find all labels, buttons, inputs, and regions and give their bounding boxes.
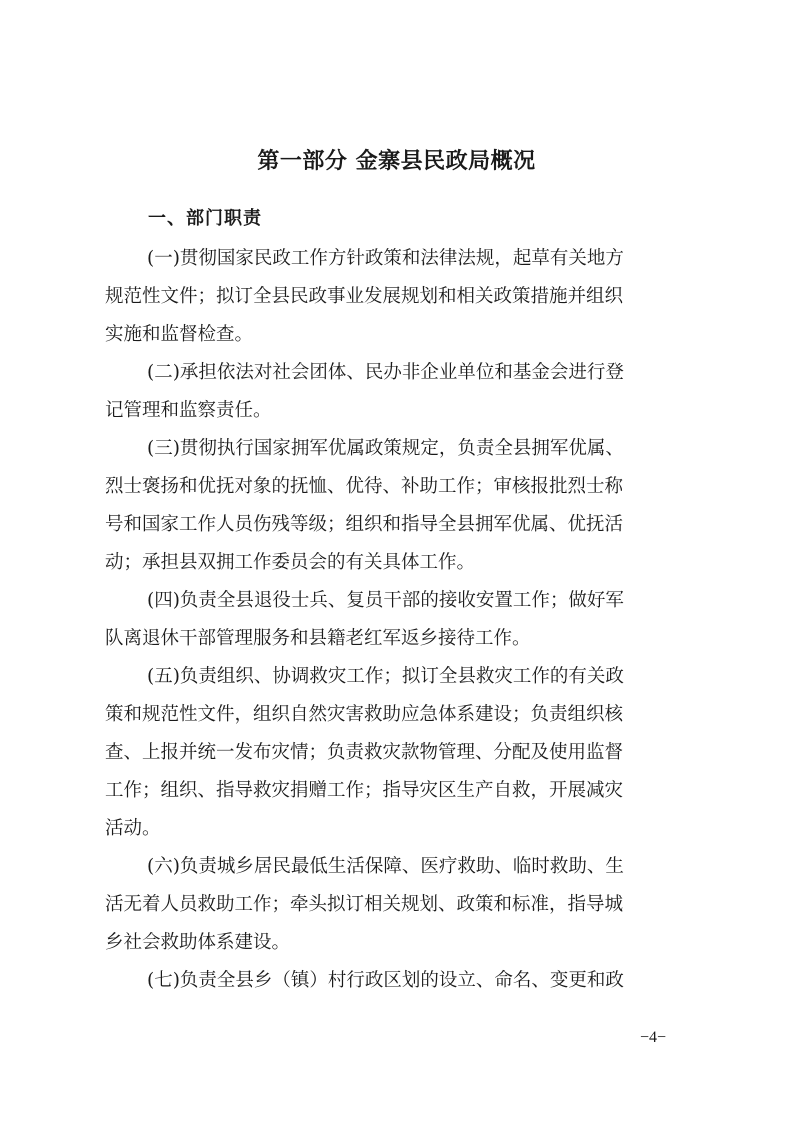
page-number: −4−: [640, 1029, 667, 1046]
section-heading: 一、部门职责: [148, 208, 262, 229]
paragraph-line: 记管理和监察责任。: [105, 400, 272, 421]
paragraph-3: [105, 430, 691, 582]
paragraph-line: (一)贯彻国家民政工作方针政策和法律法规，起草有关地方: [147, 248, 624, 269]
paragraph-line: (五)负责组织、协调救灾工作；拟订全县救灾工作的有关政: [147, 666, 624, 687]
paragraph-line: 烈士褒扬和优抚对象的抚恤、优待、补助工作；审核报批烈士称: [105, 476, 624, 497]
paragraph-5: [105, 658, 691, 848]
paragraph-line: 活无着人员救助工作；牵头拟订相关规划、政策和标准，指导城: [105, 894, 624, 915]
paragraph-line: (六)负责城乡居民最低生活保障、医疗救助、临时救助、生: [147, 856, 624, 877]
paragraph-line: 活动。: [105, 818, 161, 839]
paragraph-6: [105, 848, 691, 962]
paragraph-line: 动；承担县双拥工作委员会的有关具体工作。: [105, 552, 476, 573]
paragraph-line: 乡社会救助体系建设。: [105, 932, 291, 953]
paragraph-line: 查、上报并统一发布灾情；负责救灾款物管理、分配及使用监督: [105, 742, 624, 763]
paragraph-4: [105, 582, 691, 658]
paragraph-7: [105, 962, 691, 1000]
paragraph-2: [105, 354, 691, 430]
paragraph-line: (二)承担依法对社会团体、民办非企业单位和基金会进行登: [147, 362, 624, 383]
document-title: 第一部分 金寨县民政局概况: [257, 148, 536, 174]
paragraph-line: 队离退休干部管理服务和县籍老红军返乡接待工作。: [105, 628, 531, 649]
paragraph-line: 策和规范性文件，组织自然灾害救助应急体系建设；负责组织核: [105, 704, 624, 725]
paragraph-line: 工作；组织、指导救灾捐赠工作；指导灾区生产自救，开展减灾: [105, 780, 624, 801]
paragraph-line: (三)贯彻执行国家拥军优属政策规定，负责全县拥军优属、: [147, 438, 624, 459]
paragraph-line: (四)负责全县退役士兵、复员干部的接收安置工作；做好军: [147, 590, 624, 611]
paragraph-line: 号和国家工作人员伤残等级；组织和指导全县拥军优属、优抚活: [105, 514, 624, 535]
paragraph-line: 规范性文件；拟订全县民政事业发展规划和相关政策措施并组织: [105, 286, 624, 307]
paragraph-line: 实施和监督检查。: [105, 324, 254, 345]
paragraph-1: [105, 240, 691, 354]
paragraph-line: (七)负责全县乡（镇）村行政区划的设立、命名、变更和政: [147, 970, 624, 991]
